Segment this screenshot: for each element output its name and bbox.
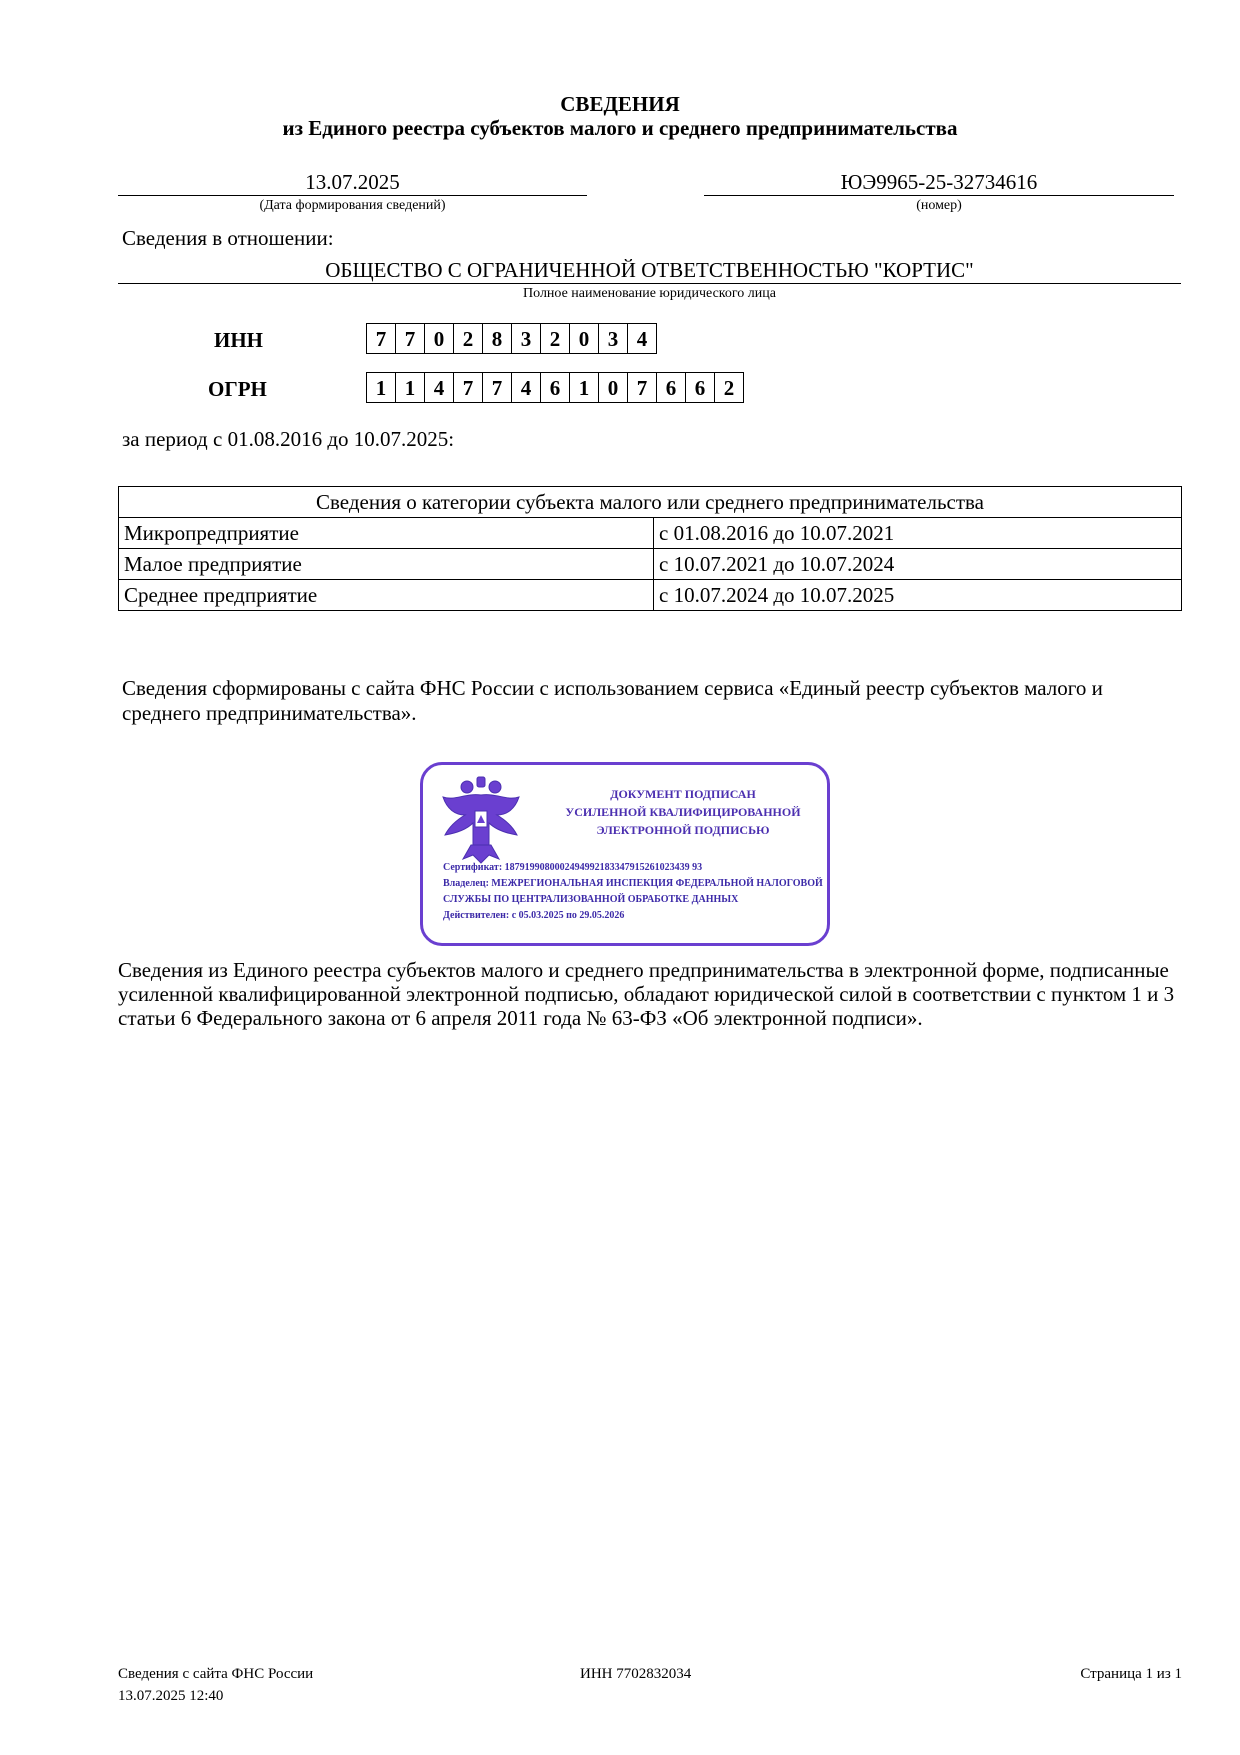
stamp-validity: Действителен: с 05.03.2025 по 29.05.2026 [443,910,625,921]
document-title: СВЕДЕНИЯ [560,92,680,116]
table-header: Сведения о категории субъекта малого или среднего предпринимательства [119,487,1182,518]
ogrn-digit: 6 [540,372,570,403]
table-header-row [119,487,1182,518]
table-cell-category: Среднее предприятие [119,580,654,611]
table-row [119,580,1182,611]
inn-digit: 7 [395,323,425,354]
organization-name: ОБЩЕСТВО С ОГРАНИЧЕННОЙ ОТВЕТСТВЕННОСТЬЮ "КОРТИС" [118,257,1181,284]
period-text: за период с 01.08.2016 до 10.07.2025: [122,427,455,451]
document-subtitle: из Единого реестра субъектов малого и среднего предпринимательства [282,116,958,140]
inn-digit: 8 [482,323,512,354]
table-cell-period: с 10.07.2021 до 10.07.2024 [654,549,1182,580]
table-row [119,549,1182,580]
formation-date-caption: (Дата формирования сведений) [259,198,446,213]
footer-source: Сведения с сайта ФНС России [118,1666,314,1682]
inn-digit: 0 [569,323,599,354]
inn-digit-boxes [367,323,657,354]
document-number: ЮЭ9965-25-32734616 [704,170,1174,196]
table-cell-period: с 10.07.2024 до 10.07.2025 [654,580,1182,611]
inn-digit: 0 [424,323,454,354]
footer-timestamp: 13.07.2025 12:40 [118,1688,224,1704]
stamp-title-line2: УСИЛЕННОЙ КВАЛИФИЦИРОВАННОЙ [565,805,801,819]
ogrn-digit: 7 [627,372,657,403]
subject-intro: Сведения в отношении: [122,226,334,250]
inn-digit: 3 [511,323,541,354]
category-table [118,486,1182,611]
stamp-title-line1: ДОКУМЕНТ ПОДПИСАН [610,787,756,801]
footer-inn: ИНН 7702832034 [580,1666,692,1682]
ogrn-digit: 6 [656,372,686,403]
ogrn-digit-boxes [367,372,744,403]
table-cell-category: Малое предприятие [119,549,654,580]
ogrn-digit: 7 [482,372,512,403]
organization-name-caption: Полное наименование юридического лица [523,286,776,301]
ogrn-digit: 1 [366,372,396,403]
legal-note: Сведения из Единого реестра субъектов малого и среднего предпринимательства в электронной форме, подписанные усиленной квалифицированной электронной подписью, обладают юридической силой в соответствии с пунктом 1 и 3 статьи 6 Федерального закона от 6 апреля 2011 года № 63-ФЗ «Об электронной подписи». [118,958,1175,1030]
ogrn-digit: 4 [424,372,454,403]
coat-of-arms-icon [435,775,527,865]
e-signature-stamp [420,762,830,946]
footer-page-number: Страница 1 из 1 [1080,1666,1182,1682]
ogrn-digit: 4 [511,372,541,403]
table-row [119,518,1182,549]
document-number-caption: (номер) [916,198,962,213]
inn-digit: 7 [366,323,396,354]
ogrn-digit: 7 [453,372,483,403]
table-cell-period: с 01.08.2016 до 10.07.2021 [654,518,1182,549]
inn-digit: 2 [453,323,483,354]
inn-digit: 4 [627,323,657,354]
ogrn-digit: 1 [395,372,425,403]
stamp-owner: Владелец: МЕЖРЕГИОНАЛЬНАЯ ИНСПЕКЦИЯ ФЕДЕРАЛЬНОЙ НАЛОГОВОЙ СЛУЖБЫ ПО ЦЕНТРАЛИЗОВАННОЙ ОБРАБОТКЕ ДАННЫХ [443,878,823,905]
ogrn-digit: 1 [569,372,599,403]
inn-digit: 3 [598,323,628,354]
ogrn-digit: 6 [685,372,715,403]
ogrn-label: ОГРН [208,377,267,401]
source-note: Сведения сформированы с сайта ФНС России с использованием сервиса «Единый реестр субъектов малого и среднего предпринимательства». [122,676,1103,725]
formation-date: 13.07.2025 [118,170,587,196]
inn-label: ИНН [214,328,264,352]
stamp-title-line3: ЭЛЕКТРОННОЙ ПОДПИСЬЮ [596,823,770,837]
table-cell-category: Микропредприятие [119,518,654,549]
inn-digit: 2 [540,323,570,354]
ogrn-digit: 0 [598,372,628,403]
ogrn-digit: 2 [714,372,744,403]
stamp-certificate: Сертификат: 1879199080002494992183347915261023439 93 [443,862,703,873]
